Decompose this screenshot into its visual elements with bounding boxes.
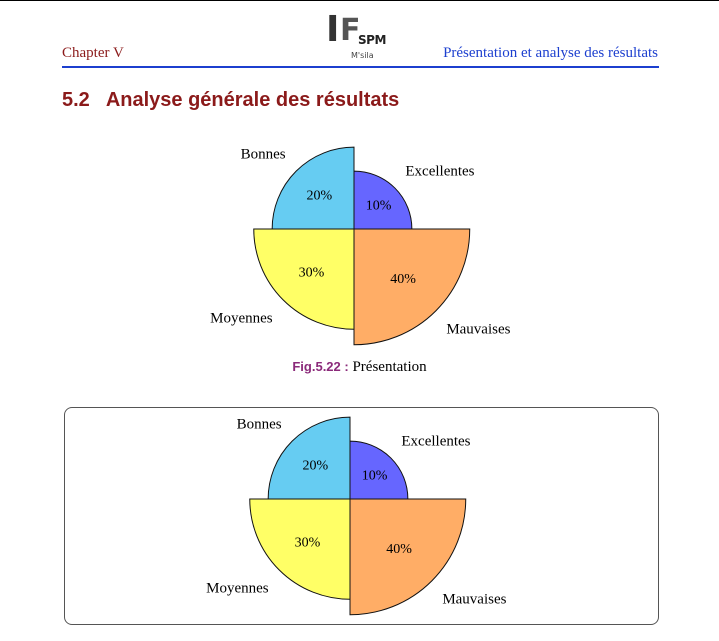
logo-spm: SPM xyxy=(358,33,386,47)
chart1-value-label-bonnes: 20% xyxy=(306,188,333,204)
chart2-category-label-mauvaises: Mauvaises xyxy=(442,591,507,608)
chart1-category-label-bonnes: Bonnes xyxy=(240,146,286,163)
chart2-value-label-moyennes: 30% xyxy=(294,535,321,551)
chart2-category-label-bonnes: Bonnes xyxy=(236,416,282,433)
chart2-value-label-bonnes: 20% xyxy=(302,458,329,474)
chart2-category-label-moyennes: Moyennes xyxy=(206,580,269,597)
figure-caption-label: Fig.5.22 : xyxy=(292,359,349,374)
figure-caption-text: Présentation xyxy=(352,359,427,375)
chart2-value-label-mauvaises: 40% xyxy=(386,542,412,558)
running-header-chapter: Chapter V xyxy=(62,45,124,61)
chart1-value-label-excellentes: 10% xyxy=(365,198,392,214)
logo-letter-f: F xyxy=(340,13,361,48)
chart1-category-label-excellentes: Excellentes xyxy=(405,163,475,180)
running-header-title: Présentation et analyse des résultats xyxy=(443,45,658,61)
chart1-category-label-mauvaises: Mauvaises xyxy=(446,321,511,338)
chart1-value-label-moyennes: 30% xyxy=(298,265,325,281)
chart2-value-label-excellentes: 10% xyxy=(361,468,388,484)
chart2-category-label-excellentes: Excellentes xyxy=(401,433,471,450)
section-number: 5.2 xyxy=(62,89,90,111)
logo-letter-i: I xyxy=(326,9,340,50)
chart1-category-label-moyennes: Moyennes xyxy=(210,310,273,327)
logo-subtitle: M'sila xyxy=(351,51,374,60)
chart1-value-label-mauvaises: 40% xyxy=(390,272,416,288)
section-title: Analyse générale des résultats xyxy=(105,89,400,111)
